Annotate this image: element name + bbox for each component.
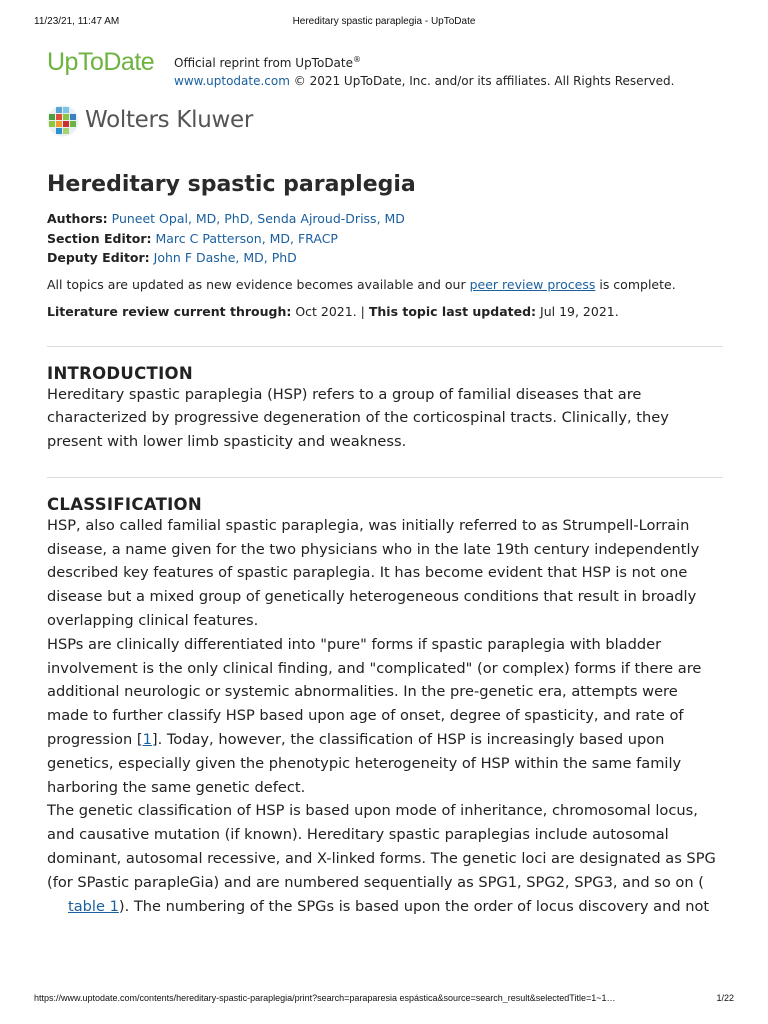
article [47, 168, 723, 918]
introduction-heading: INTRODUCTION [47, 363, 193, 383]
print-header [0, 16, 768, 30]
last-updated-label: This topic last updated: [368, 303, 537, 319]
paragraph-text: ]. Today, however, the classification of HSP is increasingly based upon genetics, especially given the phenotypic heterogeneity of HSP within the same family harboring the same genetic defect. [47, 731, 682, 796]
paragraph-text: ). The numbering of the SPGs is based upon the order of locus discovery and not [118, 897, 710, 915]
classification-paragraph-1: HSP, also called familial spastic paraplegia, was initially referred to as Strumpell-Lorrain disease, a name given for the two physicians who in the late 19th century independently described key features of spastic paraplegia. It has become evident that HSP is not one disease but a mixed group of genetically heterogeneous conditions that result in broadly overlapping clinical features. [47, 516, 700, 630]
divider [47, 346, 723, 347]
introduction-paragraph: Hereditary spastic paraplegia (HSP) refers to a group of familial diseases that are characterized by progressive degeneration of the corticospinal tracts. Clinically, they present with lower limb spasticity and weakness. [47, 385, 669, 451]
reprint-notice [174, 51, 674, 90]
paragraph-text: The genetic classification of HSP is based upon mode of inheritance, chromosomal locus, and causative mutation (if known). Hereditary spastic paraplegias include autosomal dominant, autosomal recessive, and X-linked forms. The genetic loci are designated as SPG (for SPastic parapleGia) and are numbered sequentially as SPG1, SPG2, SPG3, and so on ( [47, 802, 716, 891]
print-title: Hereditary spastic paraplegia - UpToDate [292, 16, 476, 27]
update-note [47, 275, 723, 295]
publisher-name: Wolters Kluwer [85, 107, 254, 133]
classification-paragraph-2 [47, 633, 723, 800]
update-note-text: All topics are updated as new evidence becomes available and our [47, 276, 470, 292]
article-credits [47, 209, 723, 268]
classification-paragraph-3 [47, 799, 723, 918]
reference-link-1[interactable]: 1 [142, 731, 152, 749]
deputy-editor-row [47, 248, 723, 268]
section-editor-row [47, 229, 723, 249]
reprint-line: Official reprint from UpToDate [174, 56, 353, 70]
classification-heading: CLASSIFICATION [47, 494, 202, 514]
wolters-kluwer-mark-icon [47, 105, 79, 137]
table-1-link[interactable]: table 1 [68, 897, 119, 915]
registered-mark: ® [353, 55, 361, 64]
brand-header [47, 48, 727, 88]
uptodate-site-link[interactable]: www.uptodate.com [174, 74, 290, 88]
uptodate-logo[interactable]: UpToDate [47, 48, 155, 76]
page-title: Hereditary spastic paraplegia [47, 172, 416, 197]
page-number: 1/22 [716, 993, 734, 1003]
authors-row [47, 209, 723, 229]
print-footer [0, 993, 768, 1007]
deputy-editor-label: Deputy Editor: [47, 250, 150, 265]
section-editor-label: Section Editor: [47, 230, 152, 246]
authors-label: Authors: [47, 211, 108, 226]
paragraph-text: HSPs are clinically differentiated into "pure" forms if spastic paraplegia with bladder involvement is the only clinical finding, and "complicated" (or complex) forms if there are additional neurologic or systemic abnormalities. In the pre-genetic era, attempts were made to further classify HSP based upon age of onset, degree of spasticity, and rate of progression [ [47, 635, 702, 749]
print-datetime: 11/23/21, 11:47 AM [34, 16, 120, 27]
print-url: https://www.uptodate.com/contents/hereditary-spastic-paraplegia/print?search=paraparesia espástica&source=search_result&selectedTitle=1~1… [34, 993, 616, 1003]
peer-review-link[interactable]: peer review process [469, 276, 596, 292]
authors-link[interactable]: Puneet Opal, MD, PhD, Senda Ajroud-Driss, MD [111, 211, 405, 226]
last-updated-date: Jul 19, 2021. [536, 303, 619, 319]
lit-review-label: Literature review current through: [47, 303, 292, 319]
divider [47, 477, 723, 478]
review-dates [47, 302, 723, 322]
lit-review-date: Oct 2021. | [291, 303, 369, 319]
copyright-text: © 2021 UpToDate, Inc. and/or its affiliates. All Rights Reserved. [289, 74, 675, 88]
update-note-end: is complete. [595, 276, 676, 292]
deputy-editor-link[interactable]: John F Dashe, MD, PhD [153, 250, 297, 265]
section-editor-link[interactable]: Marc C Patterson, MD, FRACP [155, 230, 338, 246]
